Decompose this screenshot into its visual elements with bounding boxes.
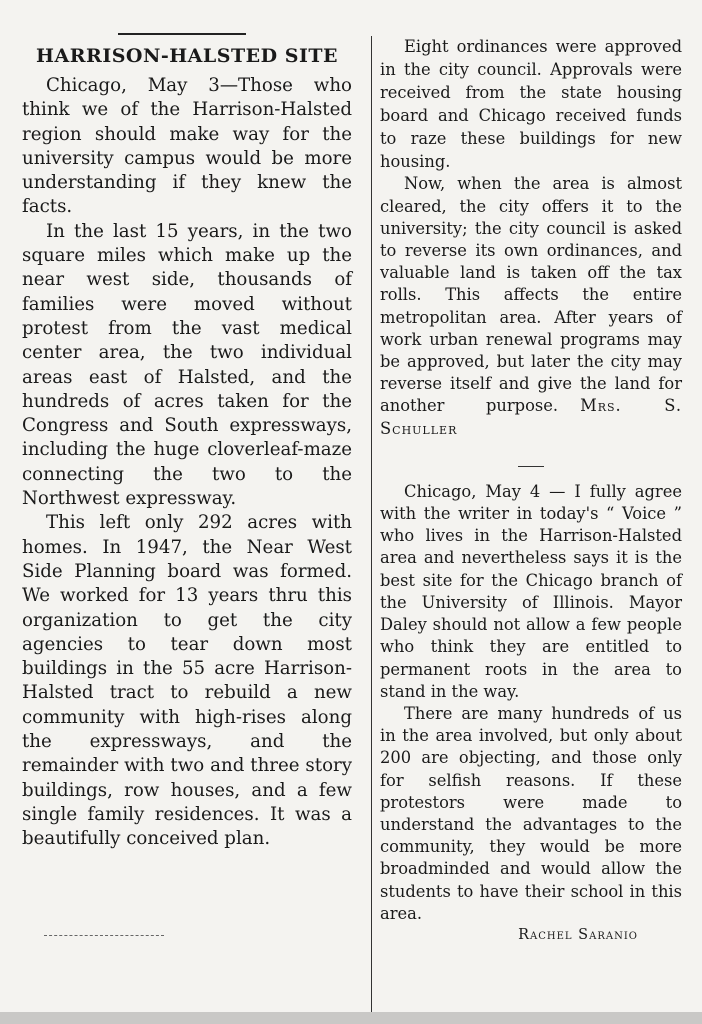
letter1-paragraph-2: [380, 173, 682, 439]
letter2-paragraph-2: There are many hundreds of us in the area involved, but only about 200 are objecting, and those only for selfish reasons. If these protestors were made to understand the advantages to the community, they would be more broadminded and would allow the students to have their school in this area.: [380, 703, 682, 923]
letter2-paragraph-1: Chicago, May 4 — I fully agree with the writer in today's “ Voice ” who lives in the Harrison-Halsted area and nevertheless says it is the best site for the Chicago branch of the University of Illinois. Mayor Daley should not allow a few people who think they are entitled to permanent roots in the area to stand in the way.: [380, 481, 682, 701]
left-paragraph-2: In the last 15 years, in the two square miles which make up the near west side, thousands of families were moved without protest from the vast medical center area, the two individual areas east of Halsted, and the hundreds of acres taken for the Congress and South expressways, including the huge cloverleaf-maze connecting the two to the Northwest expressway.: [22, 220, 352, 510]
left-column: [22, 40, 352, 852]
headline: HARRISON-HALSTED SITE: [36, 45, 338, 67]
right-column: [380, 36, 682, 943]
scan-bottom-band: [0, 1012, 702, 1024]
left-paragraph-3: This left only 292 acres with homes. In 1947, the Near West Side Planning board was formed. We worked for 13 years thru this organization to get the city agencies to tear down most buildings in the 55 acre Harrison-Halsted tract to rebuild a new community with high-rises along the expressways, and the remainder with two and three story buildings, row houses, and a few single family residences. It was a beautifully conceived plan.: [22, 512, 352, 850]
clipping-edge-mark: [44, 935, 164, 936]
letter-separator: [518, 466, 544, 467]
column-divider: [371, 36, 372, 1014]
letter2-signature: Rachel Saranio: [518, 926, 638, 943]
top-rule: [118, 33, 246, 35]
left-paragraph-1: Chicago, May 3—Those who think we of the Harrison-Halsted region should make way for the university campus would be more understanding if they knew the facts.: [22, 75, 352, 218]
letter1-paragraph-1: Eight ordinances were approved in the city council. Approvals were received from the state housing board and Chicago received funds to raze these buildings for new housing.: [380, 37, 682, 171]
letter1-signature: Mrs. S. Schuller: [380, 396, 683, 438]
letter1-paragraph-2-text: Now, when the area is almost cleared, the city offers it to the university; the city council is asked to reverse its own ordinances, and valuable land is taken off the tax rolls. This affects the entire metropolitan area. After years of work urban renewal programs may be approved, but later the city may reverse itself and give the land for another purpose.: [380, 174, 682, 416]
